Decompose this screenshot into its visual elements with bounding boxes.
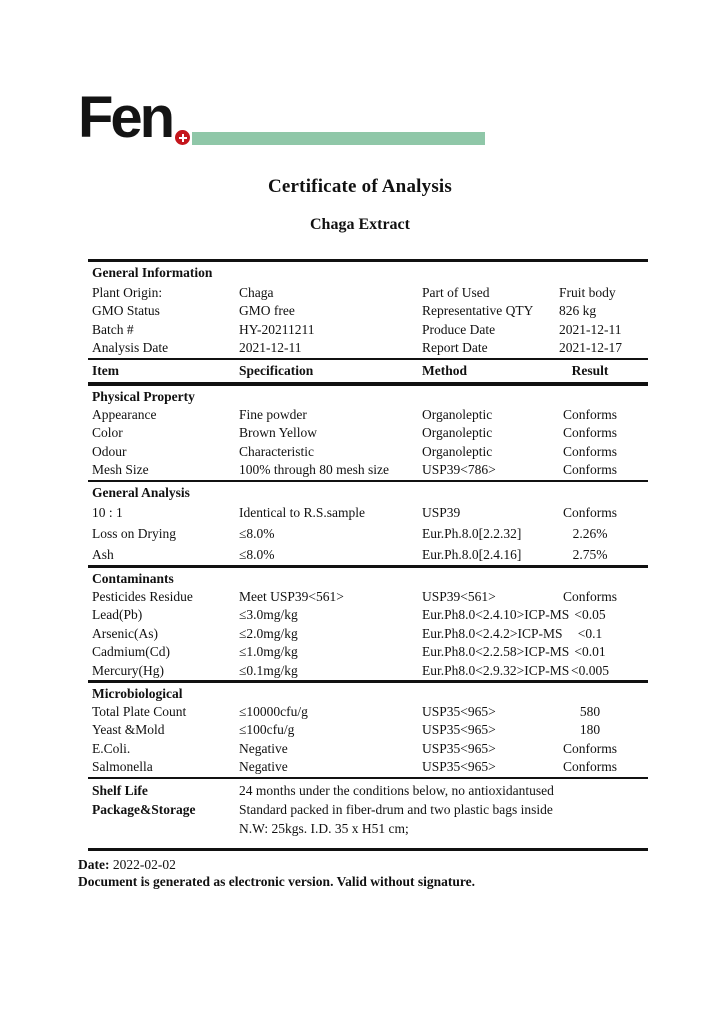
page-title: Certificate of Analysis: [267, 176, 452, 197]
date-line: [78, 856, 475, 873]
spec-cell: ≤2.0mg/kg: [239, 625, 298, 641]
item-cell: Pesticides Residue: [92, 588, 193, 604]
info-label: Analysis Date: [92, 340, 169, 355]
item-cell: Cadmium(Cd): [92, 644, 170, 659]
table-sections: [88, 386, 648, 780]
info-value: Chaga: [239, 284, 274, 300]
shelf-life-value: 24 months under the conditions below, no antioxidantused: [239, 783, 554, 798]
item-cell: Color: [92, 425, 123, 440]
result-cell: Conforms: [563, 406, 617, 422]
item-cell: Mercury(Hg): [92, 662, 164, 678]
item-cell: Odour: [92, 443, 127, 459]
table-section: [88, 683, 648, 780]
table-rule: [88, 848, 648, 851]
spec-cell: Characteristic: [239, 443, 314, 459]
info-row: [88, 284, 648, 303]
result-cell: Conforms: [563, 443, 617, 459]
method-cell: Organoleptic: [422, 443, 493, 459]
item-cell: Mesh Size: [92, 462, 149, 477]
table-row: [88, 588, 648, 607]
result-cell: Conforms: [563, 425, 617, 440]
general-info-heading: General Information: [92, 264, 213, 280]
result-cell: <0.1: [577, 625, 603, 641]
method-cell: Eur.Ph8.0<2.2.58>ICP-MS: [422, 644, 570, 659]
item-cell: Lead(Pb): [92, 607, 143, 622]
general-info-rows: [88, 284, 648, 358]
package-storage-row: [88, 800, 648, 819]
table-row: [88, 643, 648, 662]
column-header-method: Method: [422, 362, 467, 378]
result-cell: Conforms: [563, 588, 617, 604]
method-cell: USP35<965>: [422, 722, 496, 737]
info-value: GMO free: [239, 303, 295, 318]
table-row: [88, 406, 648, 425]
result-cell: 2.26%: [572, 526, 608, 541]
info-label: Report Date: [422, 340, 488, 355]
table-section: [88, 386, 648, 483]
method-cell: Eur.Ph.8.0[2.2.32]: [422, 526, 522, 541]
spacer: [92, 819, 239, 838]
result-cell: 580: [579, 703, 601, 719]
table-row: [88, 443, 648, 462]
table-row: [88, 662, 648, 681]
package-storage-value: Standard packed in fiber-drum and two plastic bags inside: [239, 802, 553, 817]
section-heading: General Analysis: [92, 485, 190, 500]
product-name: Chaga Extract: [310, 216, 410, 233]
table-row: [88, 625, 648, 644]
spec-cell: ≤10000cfu/g: [239, 703, 308, 719]
result-cell: Conforms: [563, 740, 617, 756]
spec-cell: ≤0.1mg/kg: [239, 662, 298, 678]
item-cell: E.Coli.: [92, 740, 131, 756]
info-label: Representative QTY: [422, 303, 534, 318]
date-value: 2022-02-02: [112, 857, 176, 872]
package-note: N.W: 25kgs. I.D. 35 x H51 cm;: [239, 821, 409, 836]
result-cell: <0.005: [571, 662, 609, 678]
result-cell: Conforms: [563, 759, 617, 774]
table-row: [88, 461, 648, 480]
item-cell: Yeast &Mold: [92, 722, 165, 737]
table-section: [88, 482, 648, 568]
table-row: [88, 606, 648, 625]
method-cell: Organoleptic: [422, 406, 493, 422]
validity-note: Document is generated as electronic version. Valid without signature.: [78, 874, 475, 889]
table-row: [88, 703, 648, 722]
info-value: 2021-12-17: [559, 340, 622, 355]
method-cell: Organoleptic: [422, 425, 493, 440]
table-row: [88, 740, 648, 759]
spec-cell: Fine powder: [239, 406, 307, 422]
info-label: Batch #: [92, 321, 134, 337]
date-label: Date:: [78, 857, 110, 872]
spec-cell: 100% through 80 mesh size: [239, 462, 389, 477]
column-header-item: Item: [92, 362, 119, 378]
table-row: [88, 758, 648, 777]
method-cell: Eur.Ph8.0<2.4.2>ICP-MS: [422, 625, 563, 641]
table-row: [88, 424, 648, 443]
method-cell: USP35<965>: [422, 703, 496, 719]
method-cell: USP39<561>: [422, 588, 496, 604]
info-value: Fruit body: [559, 284, 616, 300]
spec-cell: Identical to R.S.sample: [239, 505, 365, 520]
table-row: [88, 721, 648, 740]
spec-cell: ≤8.0%: [239, 526, 275, 541]
result-cell: 2.75%: [572, 547, 608, 562]
result-cell: Conforms: [563, 505, 617, 520]
spec-cell: Negative: [239, 759, 288, 774]
table-row: [88, 523, 648, 544]
info-row: [88, 302, 648, 321]
info-row: [88, 339, 648, 358]
spec-cell: ≤3.0mg/kg: [239, 607, 298, 622]
item-cell: 10 : 1: [92, 505, 123, 520]
item-cell: Arsenic(As): [92, 625, 158, 641]
shelf-life-row: [88, 781, 648, 800]
brand-logo: [78, 85, 485, 150]
info-value: HY-20211211: [239, 321, 315, 337]
result-cell: <0.01: [574, 644, 606, 659]
table-row: [88, 544, 648, 565]
spec-cell: ≤1.0mg/kg: [239, 644, 298, 659]
section-heading: Microbiological: [92, 685, 183, 701]
info-value: 2021-12-11: [559, 321, 622, 337]
table-section: [88, 568, 648, 683]
item-cell: Total Plate Count: [92, 703, 187, 719]
spec-cell: Negative: [239, 740, 288, 756]
info-label: Part of Used: [422, 284, 490, 300]
package-note-row: [88, 819, 648, 838]
spec-cell: ≤8.0%: [239, 547, 275, 562]
item-cell: Appearance: [92, 406, 157, 422]
item-cell: Loss on Drying: [92, 526, 176, 541]
method-cell: USP35<965>: [422, 740, 496, 756]
result-cell: 180: [579, 722, 601, 737]
info-value: 826 kg: [559, 303, 597, 318]
section-heading: Contaminants: [92, 570, 174, 586]
info-label: Plant Origin:: [92, 284, 163, 300]
item-cell: Salmonella: [92, 759, 153, 774]
method-cell: USP35<965>: [422, 759, 496, 774]
spec-cell: Brown Yellow: [239, 425, 318, 440]
brand-dot-icon: [175, 130, 190, 145]
column-header-specification: Specification: [239, 362, 314, 378]
column-header-result: Result: [571, 362, 609, 378]
brand-wordmark: Fen: [78, 85, 173, 150]
spec-cell: Meet USP39<561>: [239, 588, 344, 604]
info-row: [88, 321, 648, 340]
section-heading: Physical Property: [92, 388, 195, 404]
result-cell: <0.05: [574, 607, 606, 622]
storage-block: [88, 779, 648, 848]
info-value: 2021-12-11: [239, 340, 302, 355]
method-cell: Eur.Ph.8.0[2.4.16]: [422, 547, 522, 562]
method-cell: USP39: [422, 505, 461, 520]
info-label: GMO Status: [92, 303, 160, 318]
method-cell: USP39<786>: [422, 462, 496, 477]
brand-bar: [192, 132, 485, 145]
table-header-row: [88, 360, 648, 382]
table-row: [88, 502, 648, 523]
shelf-life-label: Shelf Life: [92, 783, 148, 798]
result-cell: Conforms: [563, 462, 617, 477]
package-storage-label: Package&Storage: [92, 802, 196, 817]
footer: [78, 856, 475, 890]
spec-cell: ≤100cfu/g: [239, 722, 295, 737]
info-label: Produce Date: [422, 321, 496, 337]
method-cell: Eur.Ph8.0<2.4.10>ICP-MS: [422, 607, 570, 622]
item-cell: Ash: [92, 547, 114, 562]
method-cell: Eur.Ph8.0<2.9.32>ICP-MS: [422, 662, 570, 678]
coa-table: [88, 259, 648, 851]
